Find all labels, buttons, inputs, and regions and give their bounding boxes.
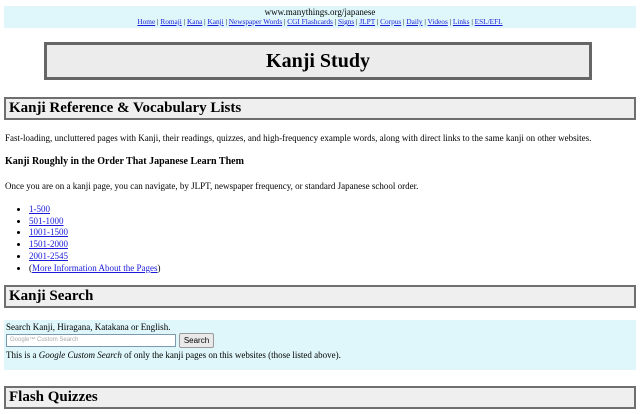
search-note-suffix: of only the kanji pages on this websites (those listed above). [121,350,341,360]
more-info-link[interactable]: More Information About the Pages [32,262,158,273]
kanji-range-link[interactable]: 1501-2000 [29,239,68,250]
nav-link-romaji[interactable]: Romaji [160,17,182,26]
nav-link-jlpt[interactable]: JLPT [359,17,376,26]
site-nav: Home | Romaji | Kana | Kanji | Newspaper Words | CGI Flashcards | Signs | JLPT | Corpus | Daily | Videos | Links | ESL/EFL [137,17,503,26]
section-header-search [4,285,636,308]
nav-link-home[interactable]: Home [137,17,156,26]
top-nav-bar [4,6,636,28]
search-note-em: Google Custom Search [38,350,122,360]
order-subheading: Kanji Roughly in the Order That Japanese Learn Them [5,156,244,167]
search-note-prefix: This is a [6,350,39,360]
search-panel [4,320,636,370]
search-input[interactable]: Google™ Custom Search [6,334,176,347]
list-item: • (More Information About the Pages) [29,263,160,275]
kanji-range-link[interactable]: 501-1000 [29,215,64,226]
nav-link-signs[interactable]: Signs [338,17,355,26]
page-title: Kanji Study [266,49,370,72]
section-header-flash [4,386,636,409]
section-header-reference [4,97,636,120]
search-label: Search Kanji, Hiragana, Katakana or English. [6,322,171,332]
nav-link-cgi-flashcards[interactable]: CGI Flashcards [287,17,333,26]
search-button[interactable]: Search [179,333,214,348]
section-title-search: Kanji Search [9,288,94,304]
nav-link-corpus[interactable]: Corpus [380,17,402,26]
list-item [29,227,160,239]
nav-link-kanji[interactable]: Kanji [207,17,224,26]
nav-link-videos[interactable]: Videos [427,17,448,26]
nav-link-newspaper-words[interactable]: Newspaper Words [228,17,283,26]
page-title-box [44,42,592,80]
nav-link-kana[interactable]: Kana [186,17,203,26]
nav-link-daily[interactable]: Daily [406,17,423,26]
nav-link-esl-efl[interactable]: ESL/EFL [474,17,503,26]
list-item [29,204,160,216]
kanji-range-link[interactable]: 2001-2545 [29,250,68,261]
kanji-range-list [5,204,160,274]
list-item [29,239,160,251]
kanji-range-link[interactable]: 1-500 [29,204,50,214]
list-item [29,251,160,263]
section-title-flash: Flash Quizzes [9,389,98,405]
nav-link-links[interactable]: Links [452,17,470,26]
kanji-range-link[interactable]: 1001-1500 [29,227,68,238]
section-title-reference: Kanji Reference & Vocabulary Lists [9,100,242,116]
site-url: www.manythings.org/japanese [264,7,376,17]
reference-intro-text: Fast-loading, uncluttered pages with Kanji, their readings, quizzes, and high-frequency example words, along with direct links to the same kanji on other websites. [5,133,592,143]
navigate-text: Once you are on a kanji page, you can navigate, by JLPT, newspaper frequency, or standard Japanese school order. [5,181,419,191]
list-item [29,216,160,228]
search-note [6,350,341,360]
